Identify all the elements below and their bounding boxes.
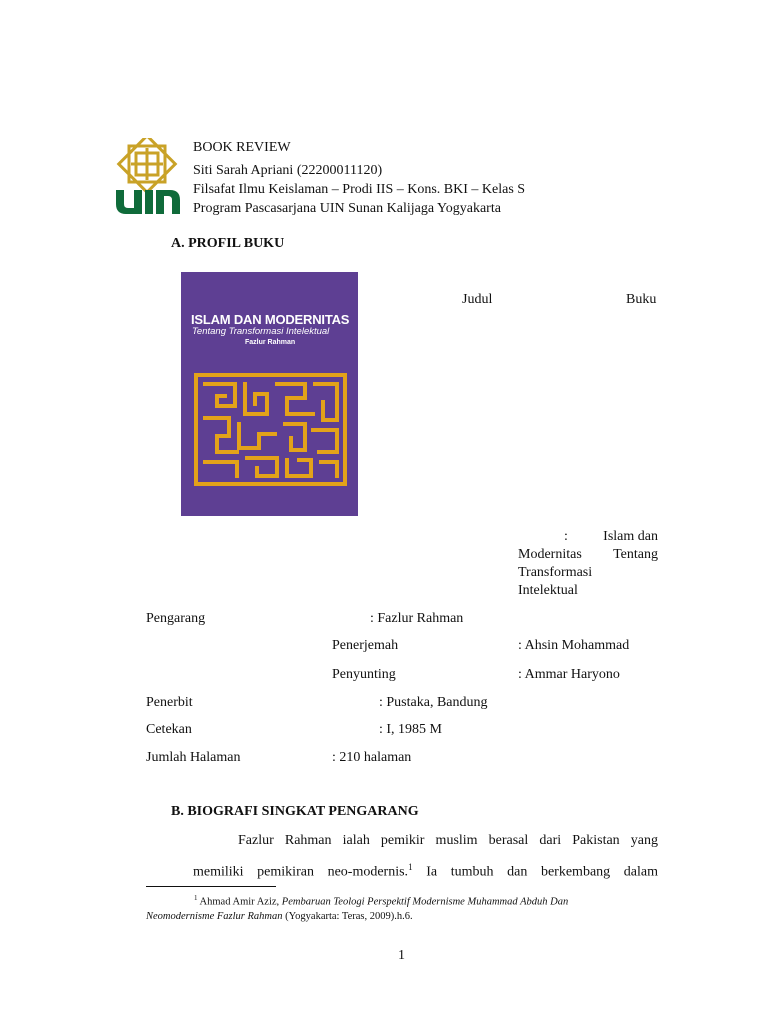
section-b-heading: B. BIOGRAFI SINGKAT PENGARANG	[171, 804, 419, 819]
judul-value-3: Transformasi	[518, 565, 593, 580]
cover-author: Fazlur Rahman	[245, 339, 296, 346]
cover-calligraphy-pattern	[193, 372, 348, 487]
footnote-ref[interactable]: 1	[408, 862, 413, 872]
cetakan-label: Cetekan	[146, 722, 192, 737]
page-number: 1	[398, 948, 405, 963]
pengarang-label: Pengarang	[146, 611, 206, 626]
penerbit-value: : Pustaka, Bandung	[379, 695, 488, 710]
biography-line-2	[146, 854, 658, 886]
footnote-title-a: Pembaruan Teologi Perspektif Modernisme Muhammad Abduh Dan	[281, 896, 569, 908]
institution-line: Program Pascasarjana UIN Sunan Kalijaga Yogyakarta	[193, 201, 501, 216]
footnote-number: 1	[194, 894, 198, 902]
penerjemah-label: Penerjemah	[332, 638, 399, 653]
penerbit-label: Penerbit	[146, 695, 193, 710]
cover-title: ISLAM DAN MODERNITAS	[191, 312, 350, 327]
biography-line-2b: Ia tumbuh dan berkembang dalam	[412, 864, 658, 880]
footnote-rest: (Yogyakarta: Teras, 2009).h.6.	[282, 910, 413, 922]
judul-label-2: Buku	[626, 292, 657, 307]
author-line: Siti Sarah Apriani (22200011120)	[193, 163, 383, 178]
uin-logo-icon	[112, 138, 182, 218]
judul-value-4: Intelektual	[518, 583, 578, 598]
footnote-divider	[146, 886, 276, 887]
judul-colon: :	[564, 529, 568, 544]
program-line: Filsafat Ilmu Keislaman – Prodi IIS – Kons. BKI – Kelas S	[193, 182, 526, 197]
penerjemah-value: : Ahsin Mohammad	[518, 638, 630, 653]
biography-line-2a: memiliki pemikiran neo-modernis.	[193, 864, 409, 880]
review-title: BOOK REVIEW	[193, 140, 291, 155]
footnote-author: Ahmad Amir Aziz,	[197, 896, 282, 908]
footnote	[146, 891, 658, 924]
judul-value-1: Islam dan	[603, 529, 658, 544]
book-cover	[181, 272, 358, 516]
biography-paragraph	[146, 828, 658, 886]
halaman-label: Jumlah Halaman	[146, 750, 241, 765]
penyunting-value: : Ammar Haryono	[518, 667, 620, 682]
cetakan-value: : I, 1985 M	[379, 722, 442, 737]
halaman-value: : 210 halaman	[332, 750, 412, 765]
cover-subtitle: Tentang Transformasi Intelektual	[192, 326, 330, 337]
pengarang-value: : Fazlur Rahman	[370, 611, 464, 626]
footnote-title-b: Neomodernisme Fazlur Rahman	[146, 910, 283, 922]
section-a-heading: A. PROFIL BUKU	[171, 236, 285, 251]
judul-label-1: Judul	[462, 292, 493, 307]
biography-line-1: Fazlur Rahman ialah pemikir muslim berasal dari Pakistan yang	[238, 833, 658, 848]
penyunting-label: Penyunting	[332, 667, 396, 682]
judul-value-2: Modernitas Tentang	[518, 547, 658, 562]
